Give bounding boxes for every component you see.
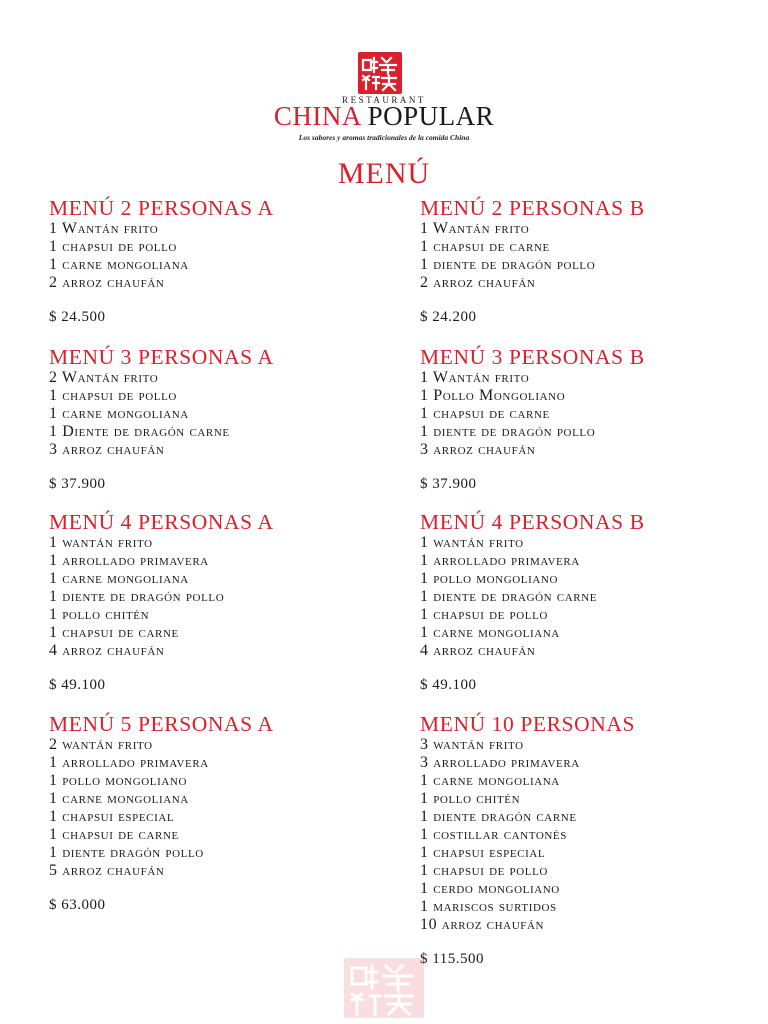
menu-item: 1 chapsui de pollo <box>420 606 548 623</box>
menu-price: $ 63.000 <box>49 897 106 913</box>
menu-section <box>49 196 389 326</box>
menu-item: 1 Wantán frito <box>49 220 159 237</box>
menu-item: 1 carne mongoliana <box>49 570 189 587</box>
brand-name <box>0 101 768 132</box>
menu-item-list <box>420 369 750 459</box>
menu-item-list <box>420 534 750 660</box>
menu-item: 1 cerdo mongoliano <box>420 880 560 897</box>
menu-section-title: MENÚ 5 PERSONAS A <box>49 712 274 736</box>
menu-item: 5 arroz chaufán <box>49 862 165 879</box>
menu-item: 1 carne mongoliana <box>49 405 189 422</box>
menu-item-list <box>49 736 389 880</box>
menu-item: 1 chapsui de carne <box>49 624 179 641</box>
menu-item: 4 arroz chaufán <box>49 642 165 659</box>
menu-item: 1 chapsui de pollo <box>49 238 177 255</box>
menu-item: 1 carne mongoliana <box>420 772 560 789</box>
brand-name-part1: CHINA <box>273 101 361 131</box>
menu-item: 4 arroz chaufán <box>420 642 536 659</box>
menu-item: 1 carne mongoliana <box>49 790 189 807</box>
menu-item-list <box>420 736 750 934</box>
menu-price: $ 24.500 <box>49 309 106 325</box>
menu-section <box>420 510 750 694</box>
menu-item: 1 chapsui de pollo <box>420 862 548 879</box>
menu-item: 1 chapsui de carne <box>420 238 550 255</box>
menu-item: 1 Pollo Mongoliano <box>420 387 566 404</box>
menu-section-title: MENÚ 2 PERSONAS A <box>49 196 274 220</box>
menu-item: 2 arroz chaufán <box>420 274 536 291</box>
menu-item: 1 diente de dragón pollo <box>420 423 596 440</box>
left-menu-column <box>49 196 389 914</box>
menu-item: 1 diente dragón pollo <box>49 844 204 861</box>
menu-item: 1 chapsui especial <box>49 808 175 825</box>
menu-item: 3 arroz chaufán <box>49 441 165 458</box>
menu-item: 1 pollo mongoliano <box>420 570 559 587</box>
menu-section <box>49 510 389 694</box>
menu-item: 1 chapsui de pollo <box>49 387 177 404</box>
menu-item: 3 arrollado primavera <box>420 754 580 771</box>
menu-item: 1 diente de dragón pollo <box>420 256 596 273</box>
menu-item: 2 Wantán frito <box>49 369 159 386</box>
menu-price: $ 49.100 <box>420 677 477 693</box>
menu-item: 1 diente dragón carne <box>420 808 577 825</box>
menu-item: 1 chapsui de carne <box>49 826 179 843</box>
menu-item: 3 arroz chaufán <box>420 441 536 458</box>
menu-item: 1 Wantán frito <box>420 220 530 237</box>
menu-item: 1 carne mongoliana <box>420 624 560 641</box>
menu-price: $ 24.200 <box>420 309 477 325</box>
tagline: Los sabores y aromas tradicionales de la comida China <box>298 133 470 142</box>
menu-item: 2 wantán frito <box>49 736 153 753</box>
menu-item: 1 mariscos surtidos <box>420 898 557 915</box>
menu-item: 1 Diente de dragón carne <box>49 423 230 440</box>
menu-title: MENÚ <box>337 157 431 190</box>
red-chinese-seal-icon <box>358 52 402 94</box>
menu-price: $ 115.500 <box>420 951 484 967</box>
menu-section <box>49 712 389 914</box>
menu-item-list <box>49 534 389 660</box>
right-menu-column <box>420 196 750 968</box>
menu-section-title: MENÚ 3 PERSONAS A <box>49 345 274 369</box>
menu-section <box>420 345 750 493</box>
menu-section <box>420 712 750 968</box>
menu-item: 10 arroz chaufán <box>420 916 545 933</box>
menu-item: 1 pollo mongoliano <box>49 772 188 789</box>
menu-price: $ 49.100 <box>49 677 106 693</box>
menu-item: 1 diente de dragón carne <box>420 588 598 605</box>
restaurant-label: RESTAURANT <box>342 95 426 105</box>
menu-section-title: MENÚ 4 PERSONAS B <box>420 510 645 534</box>
menu-item: 1 wantán frito <box>420 534 524 551</box>
menu-item: 1 wantán frito <box>49 534 153 551</box>
menu-item: 1 arrollado primavera <box>420 552 580 569</box>
menu-item-list <box>49 220 389 292</box>
faded-seal-watermark-icon <box>344 958 424 1018</box>
menu-item: 1 diente de dragón pollo <box>49 588 225 605</box>
menu-section-title: MENÚ 2 PERSONAS B <box>420 196 645 220</box>
menu-section-title: MENÚ 3 PERSONAS B <box>420 345 645 369</box>
menu-item: 1 chapsui de carne <box>420 405 550 422</box>
menu-section <box>49 345 389 493</box>
brand-name-part2: POPULAR <box>367 101 495 131</box>
menu-item-list <box>420 220 750 292</box>
menu-item: 1 carne mongoliana <box>49 256 189 273</box>
menu-item: 1 arrollado primavera <box>49 754 209 771</box>
menu-price: $ 37.900 <box>420 476 477 492</box>
menu-section-title: MENÚ 4 PERSONAS A <box>49 510 274 534</box>
menu-item: 2 arroz chaufán <box>49 274 165 291</box>
menu-item: 1 pollo chitén <box>49 606 150 623</box>
menu-item: 1 pollo chitén <box>420 790 521 807</box>
menu-section <box>420 196 750 326</box>
menu-item: 1 Wantán frito <box>420 369 530 386</box>
menu-section-title: MENÚ 10 PERSONAS <box>420 712 636 736</box>
menu-item-list <box>49 369 389 459</box>
menu-item: 1 chapsui especial <box>420 844 546 861</box>
menu-item: 1 arrollado primavera <box>49 552 209 569</box>
menu-price: $ 37.900 <box>49 476 106 492</box>
menu-item: 1 costillar cantonés <box>420 826 567 843</box>
menu-item: 3 wantán frito <box>420 736 524 753</box>
